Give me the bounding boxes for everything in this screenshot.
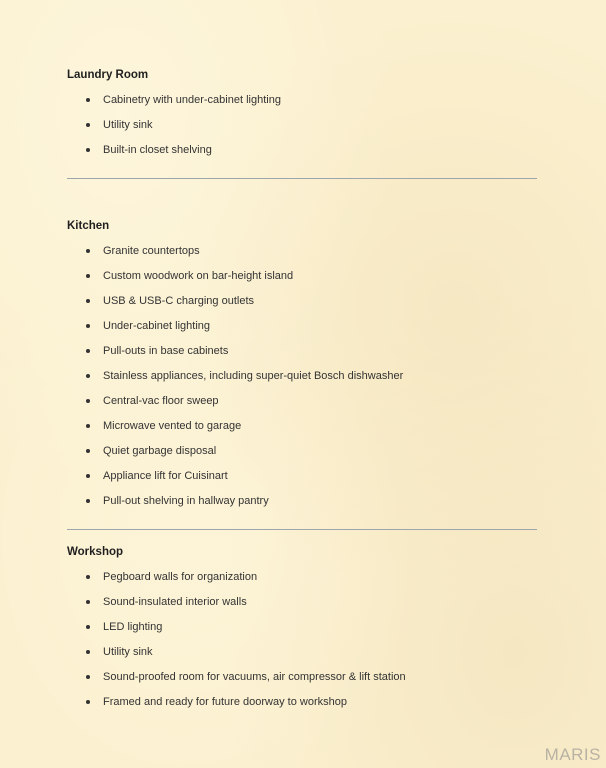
bullet-icon: [86, 249, 90, 253]
list-item-text: Appliance lift for Cuisinart: [103, 470, 228, 482]
section-workshop: [67, 545, 537, 709]
list-item-text: Utility sink: [103, 119, 153, 131]
bullet-icon: [86, 98, 90, 102]
list-item-text: Pegboard walls for organization: [103, 571, 258, 583]
bullet-icon: [86, 399, 90, 403]
list-item-text: LED lighting: [103, 621, 163, 633]
bullet-icon: [86, 324, 90, 328]
section-laundry-room: [67, 68, 537, 157]
section-kitchen: [67, 219, 537, 508]
list-item-text: Stainless appliances, including super-quiet Bosch dishwasher: [103, 370, 404, 382]
feature-list: [67, 93, 537, 157]
list-item-text: Sound-proofed room for vacuums, air compressor & lift station: [103, 671, 406, 683]
list-item: [67, 670, 537, 684]
bullet-icon: [86, 123, 90, 127]
watermark-logo: MARIS: [544, 745, 601, 764]
section-heading: Laundry Room: [67, 69, 149, 81]
list-item-text: Custom woodwork on bar-height island: [103, 270, 294, 282]
bullet-icon: [86, 600, 90, 604]
bullet-icon: [86, 700, 90, 704]
bullet-icon: [86, 424, 90, 428]
bullet-icon: [86, 575, 90, 579]
list-item-text: Quiet garbage disposal: [103, 445, 217, 457]
feature-list: [67, 570, 537, 709]
list-item: [67, 645, 537, 659]
list-item-text: Pull-outs in base cabinets: [103, 345, 229, 357]
bullet-icon: [86, 449, 90, 453]
list-item-text: USB & USB-C charging outlets: [103, 295, 255, 307]
list-item: [67, 620, 537, 634]
list-item-text: Under-cabinet lighting: [103, 320, 211, 332]
list-item: [67, 93, 537, 107]
list-item-text: Pull-out shelving in hallway pantry: [103, 495, 269, 507]
bullet-icon: [86, 474, 90, 478]
list-item-text: Granite countertops: [103, 245, 200, 257]
list-item-text: Microwave vented to garage: [103, 420, 242, 432]
section-divider: [67, 529, 537, 530]
list-item: [67, 444, 537, 458]
bullet-icon: [86, 148, 90, 152]
list-item: [67, 143, 537, 157]
list-item: [67, 570, 537, 584]
list-item-text: Cabinetry with under-cabinet lighting: [103, 94, 281, 106]
bullet-icon: [86, 499, 90, 503]
list-item: [67, 695, 537, 709]
list-item: [67, 269, 537, 283]
section-heading: Workshop: [67, 546, 124, 558]
list-item: [67, 595, 537, 609]
bullet-icon: [86, 625, 90, 629]
list-item: [67, 319, 537, 333]
bullet-icon: [86, 299, 90, 303]
section-heading: Kitchen: [67, 220, 110, 232]
list-item: [67, 244, 537, 258]
bullet-icon: [86, 374, 90, 378]
feature-list: [67, 244, 537, 508]
section-divider: [67, 178, 537, 179]
list-item: [67, 394, 537, 408]
list-item: [67, 494, 537, 508]
list-item: [67, 419, 537, 433]
list-item-text: Central-vac floor sweep: [103, 395, 219, 407]
bullet-icon: [86, 650, 90, 654]
list-item: [67, 469, 537, 483]
list-item-text: Utility sink: [103, 646, 153, 658]
list-item-text: Built-in closet shelving: [103, 144, 212, 156]
list-item-text: Sound-insulated interior walls: [103, 596, 247, 608]
list-item: [67, 294, 537, 308]
bullet-icon: [86, 675, 90, 679]
list-item: [67, 369, 537, 383]
list-item: [67, 118, 537, 132]
list-item-text: Framed and ready for future doorway to workshop: [103, 696, 347, 708]
list-item: [67, 344, 537, 358]
bullet-icon: [86, 274, 90, 278]
bullet-icon: [86, 349, 90, 353]
